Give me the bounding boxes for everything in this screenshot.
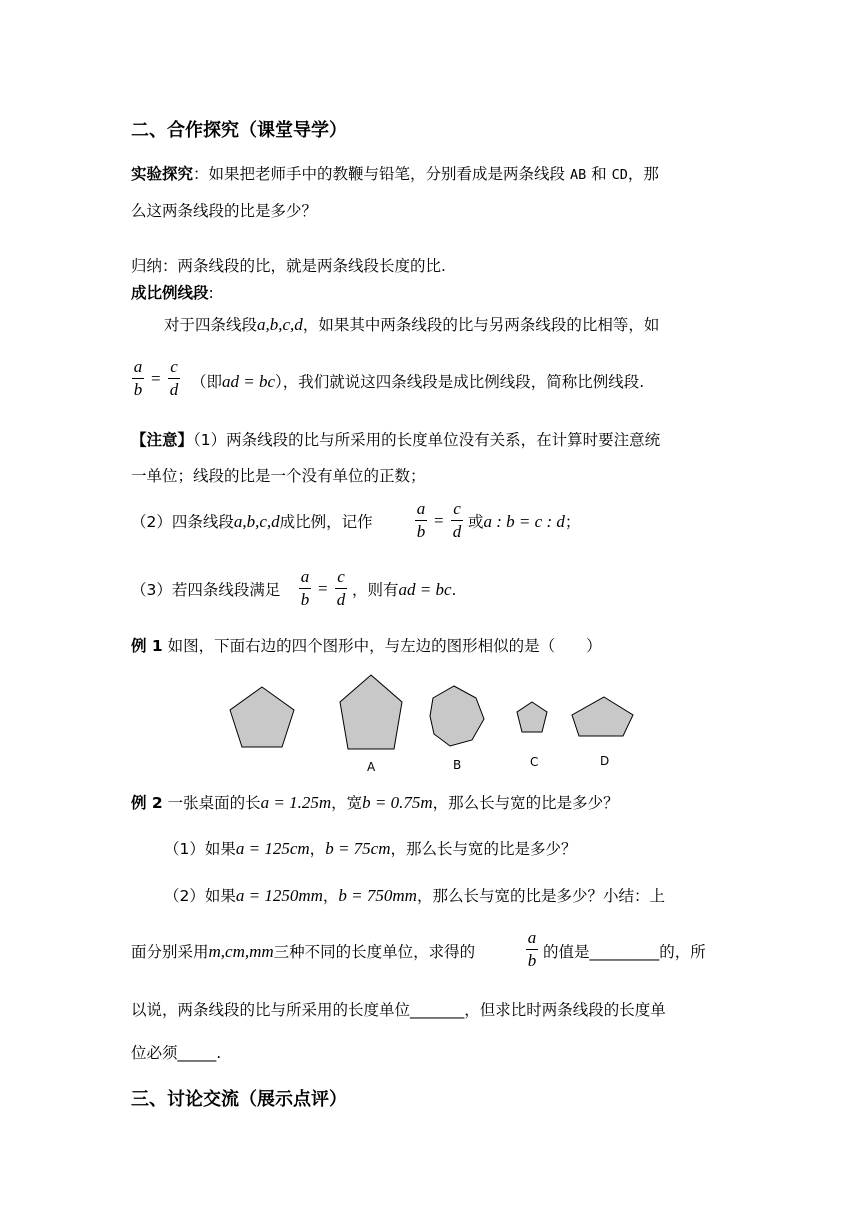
option-b-hexagon-shape: [430, 686, 484, 746]
q1-comma: ，: [309, 840, 326, 858]
definition-line-1: [164, 313, 659, 335]
section-heading-3: 三、讨论交流（展示点评）: [131, 1089, 347, 1110]
fraction-c-d-note2: [451, 499, 463, 542]
proportional-heading: [131, 281, 214, 303]
fraction-c-d: [168, 357, 180, 400]
note-point-3-a: （3）若四条线段满足: [131, 581, 281, 599]
q2-prefix: （2）如果: [164, 887, 236, 905]
note-point-1: （1）两条线段的比与所采用的长度单位没有关系，在计算时要注意统: [193, 431, 661, 449]
proportional-heading-label: 成比例线段: [131, 284, 209, 302]
note-point-2-text: 成比例，记作: [279, 513, 373, 531]
definition-vars: a,b,c,d: [257, 315, 303, 334]
fraction-numerator: c: [453, 499, 461, 518]
fraction-a-b-example2: [526, 928, 538, 971]
fraction-bar: [335, 588, 347, 589]
q2-comma: ，: [322, 887, 339, 905]
summary-text: 归纳：两条线段的比，就是两条线段长度的比.: [131, 257, 446, 275]
experiment-label: 实验探究: [131, 165, 194, 183]
reference-pentagon-shape: [230, 687, 294, 747]
q2-line2-b: 三种不同的长度单位，求得的: [273, 943, 476, 961]
example-2-line-2b: 的值是_________的，所: [543, 943, 706, 961]
note-point-3-eq: ad = bc: [398, 580, 452, 599]
definition-condition: ，如果其中两条线段的比与另两条线段的比相等，如: [302, 316, 660, 334]
note-point-2-label: （2）四条线段: [131, 513, 234, 531]
definition-intro: 对于四条线段: [164, 316, 258, 334]
note-point-3-end: .: [451, 581, 457, 599]
example-2-label: 例 2: [131, 794, 163, 812]
fraction-numerator: a: [300, 567, 310, 586]
q2-line2-a: 面分别采用: [131, 943, 209, 961]
example-1-label: 例 1: [131, 637, 163, 655]
experiment-line-1: [131, 162, 659, 184]
experiment-tail: ，那: [627, 165, 659, 183]
q2-suffix: ，那么长与宽的比是多少？小结：上: [416, 887, 665, 905]
q2-b-value: b = 750mm: [338, 886, 417, 905]
example-2: [131, 791, 619, 813]
example-2-text-a: 一张桌面的长: [167, 794, 261, 812]
shape-label-d: D: [600, 754, 610, 768]
note-point-2-or: 或: [468, 513, 484, 531]
example-2-line-3: 以说，两条线段的比与所采用的长度单位_______，但求比时两条线段的长度单: [131, 1001, 666, 1019]
segment-ab: AB: [569, 167, 587, 183]
fraction-denominator: d: [169, 380, 179, 399]
example-1: [131, 634, 602, 656]
fraction-numerator: c: [170, 357, 178, 376]
fraction-a-b: [132, 357, 144, 400]
example-2-question-1: [164, 837, 577, 859]
fraction-denominator: d: [452, 522, 462, 541]
note-line-1: [131, 428, 660, 450]
shape-label-b: B: [453, 758, 462, 772]
fraction-bar: [132, 378, 144, 379]
fraction-denominator: b: [416, 522, 426, 541]
fraction-bar: [415, 520, 427, 521]
fraction-denominator: b: [133, 380, 143, 399]
q2-units: m,cm,mm: [208, 942, 274, 961]
example-1-text: 如图，下面右边的四个图形中，与左边的图形相似的是（ ）: [167, 637, 602, 655]
note-point-2-a: [131, 510, 373, 532]
example-2-question-2: [164, 884, 665, 906]
example-1-figure: [222, 672, 662, 772]
fraction-denominator: b: [300, 590, 310, 609]
and-word: 和: [591, 165, 607, 183]
product-equation: ad = bc: [222, 372, 276, 391]
example-2-b-value: b = 0.75m: [362, 793, 433, 812]
paren-open: （即: [191, 373, 223, 391]
equals-sign: =: [434, 511, 444, 530]
q1-prefix: （1）如果: [164, 840, 236, 858]
fraction-numerator: a: [527, 928, 537, 947]
fraction-bar: [526, 949, 538, 950]
fraction-numerator: a: [133, 357, 143, 376]
option-d-pentagon-shape: [572, 697, 633, 736]
example-2-text-b: ，那么长与宽的比是多少？: [432, 794, 619, 812]
shape-label-a: A: [367, 760, 376, 774]
fraction-bar: [299, 588, 311, 589]
q1-suffix: ，那么长与宽的比是多少？: [390, 840, 577, 858]
note-label: 【注意】: [131, 431, 194, 449]
note-line-2: 一单位；线段的比是一个没有单位的正数；: [131, 467, 426, 485]
fraction-denominator: d: [336, 590, 346, 609]
equals-sign: =: [151, 369, 161, 388]
segment-cd: CD: [611, 167, 628, 183]
fraction-a-b-note3: [299, 567, 311, 610]
q1-a-value: a = 125cm: [235, 839, 310, 858]
note-point-2-b: [468, 510, 580, 532]
example-2-line-4: 位必须_____.: [131, 1044, 222, 1062]
option-c-pentagon-shape: [517, 702, 547, 732]
shape-label-c: C: [530, 755, 539, 769]
definition-line-2: [191, 370, 644, 392]
option-a-pentagon-shape: [340, 675, 402, 749]
definition-conclusion: ），我们就说这四条线段是成比例线段，简称比例线段.: [275, 373, 645, 391]
example-2-a-value: a = 1.25m: [260, 793, 332, 812]
note-point-2-end: ；: [564, 513, 581, 531]
fraction-numerator: a: [416, 499, 426, 518]
note-point-2-vars: a,b,c,d: [233, 512, 280, 531]
note-point-2-ratio: a : b = c : d: [483, 512, 565, 531]
fraction-denominator: b: [527, 951, 537, 970]
q2-a-value: a = 1250mm: [235, 886, 323, 905]
example-2-line-2a: [131, 940, 475, 962]
experiment-text: ：如果把老师手中的教鞭与铅笔，分别看成是两条线段: [193, 165, 566, 183]
q1-b-value: b = 75cm: [325, 839, 391, 858]
note-point-3-b: [352, 578, 456, 600]
fraction-bar: [451, 520, 463, 521]
proportional-heading-colon: :: [208, 284, 214, 302]
fraction-a-b-note2: [415, 499, 427, 542]
fraction-bar: [168, 378, 180, 379]
section-heading-2: 二、合作探究（课堂导学）: [131, 120, 347, 141]
example-2-sep: ，宽: [331, 794, 363, 812]
fraction-c-d-note3: [335, 567, 347, 610]
equals-sign: =: [318, 579, 328, 598]
fraction-numerator: c: [337, 567, 345, 586]
note-point-3-then: ，则有: [352, 581, 399, 599]
experiment-line-2: 么这两条线段的比是多少？: [131, 202, 318, 220]
